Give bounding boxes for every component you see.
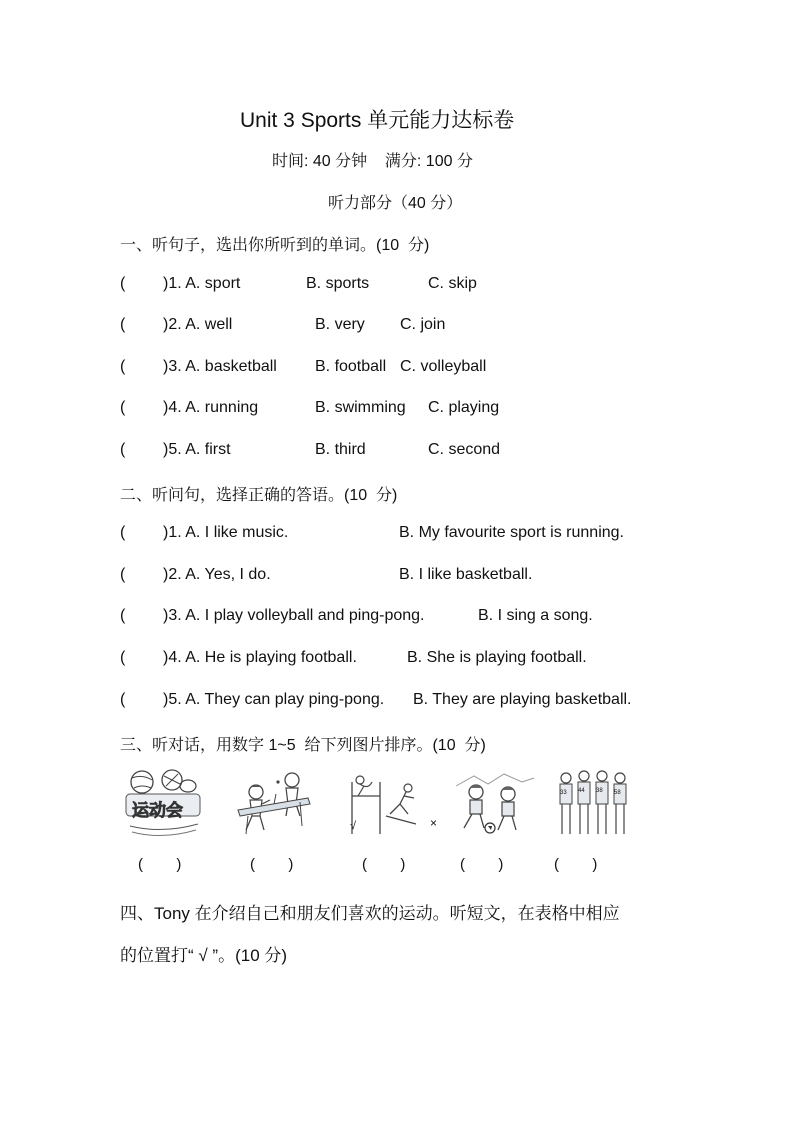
section4-heading-line1: 四、Tony 在介绍自己和朋友们喜欢的运动。听短文，在表格中相应 xyxy=(120,904,620,923)
answer-paren: ( xyxy=(120,607,126,624)
picture-row xyxy=(118,768,628,848)
answer-paren: ( xyxy=(120,316,126,333)
order-blank[interactable]: ( ) xyxy=(460,856,504,873)
section1-heading: 一、听句子，选出你所听到的单词。(10 分) xyxy=(120,237,430,254)
answer-paren: ( xyxy=(120,649,126,666)
option-a: )2. A. Yes, I do. xyxy=(163,566,271,583)
ping-pong-icon xyxy=(230,768,312,842)
option-c: C. playing xyxy=(428,399,500,416)
option-a: )4. A. He is playing football. xyxy=(163,649,357,666)
order-blank[interactable]: ( ) xyxy=(250,856,294,873)
page-title: Unit 3 Sports 单元能力达标卷 xyxy=(240,109,515,132)
option-a: )2. A. well xyxy=(163,316,233,333)
football-icon xyxy=(454,768,536,842)
high-jump-icon xyxy=(346,768,438,842)
order-blank[interactable]: ( ) xyxy=(138,856,182,873)
option-c: C. second xyxy=(428,441,501,458)
option-b: B. sports xyxy=(306,275,370,292)
option-b: B. My favourite sport is running. xyxy=(399,524,624,541)
section4-heading-line2: 的位置打“ √ ”。(10 分) xyxy=(120,946,288,965)
option-a: )5. A. They can play ping-pong. xyxy=(163,691,385,708)
option-c: C. volleyball xyxy=(400,358,487,375)
option-a: )3. A. basketball xyxy=(163,358,277,375)
option-b: B. They are playing basketball. xyxy=(413,691,632,708)
order-blank[interactable]: ( ) xyxy=(362,856,406,873)
jersey-number: 33 xyxy=(560,790,567,796)
option-b: B. very xyxy=(315,316,365,333)
option-b: B. I like basketball. xyxy=(399,566,533,583)
time-score-line: 时间: 40 分钟 满分: 100 分 xyxy=(272,153,473,170)
jersey-number: 44 xyxy=(578,788,585,794)
jersey-number: 38 xyxy=(596,788,603,794)
sports-meeting-text: 运动会 xyxy=(132,801,183,820)
section3-heading: 三、听对话，用数字 1~5 给下列图片排序。(10 分) xyxy=(120,737,486,754)
option-b: B. third xyxy=(315,441,366,458)
option-a: )1. A. sport xyxy=(163,275,241,292)
option-a: )1. A. I like music. xyxy=(163,524,289,541)
answer-paren: ( xyxy=(120,566,126,583)
part-heading: 听力部分（40 分） xyxy=(328,195,463,212)
option-b: B. I sing a song. xyxy=(478,607,593,624)
tick-mark: √ xyxy=(350,820,357,832)
section2-heading: 二、听问句，选择正确的答语。(10 分) xyxy=(120,487,398,504)
option-c: C. join xyxy=(400,316,446,333)
answer-paren: ( xyxy=(120,691,126,708)
option-a: )5. A. first xyxy=(163,441,231,458)
option-a: )3. A. I play volleyball and ping-pong. xyxy=(163,607,425,624)
answer-paren: ( xyxy=(120,524,126,541)
answer-paren: ( xyxy=(120,358,126,375)
answer-paren: ( xyxy=(120,399,126,416)
option-b: B. football xyxy=(315,358,387,375)
answer-paren: ( xyxy=(120,441,126,458)
option-c: C. skip xyxy=(428,275,477,292)
order-blank[interactable]: ( ) xyxy=(554,856,598,873)
jersey-number: 58 xyxy=(614,790,621,796)
answer-paren: ( xyxy=(120,275,126,292)
sports-meeting-icon xyxy=(122,768,204,842)
option-b: B. She is playing football. xyxy=(407,649,587,666)
option-b: B. swimming xyxy=(315,399,406,416)
team-icon xyxy=(552,768,634,842)
cross-mark: × xyxy=(430,816,438,830)
option-a: )4. A. running xyxy=(163,399,259,416)
